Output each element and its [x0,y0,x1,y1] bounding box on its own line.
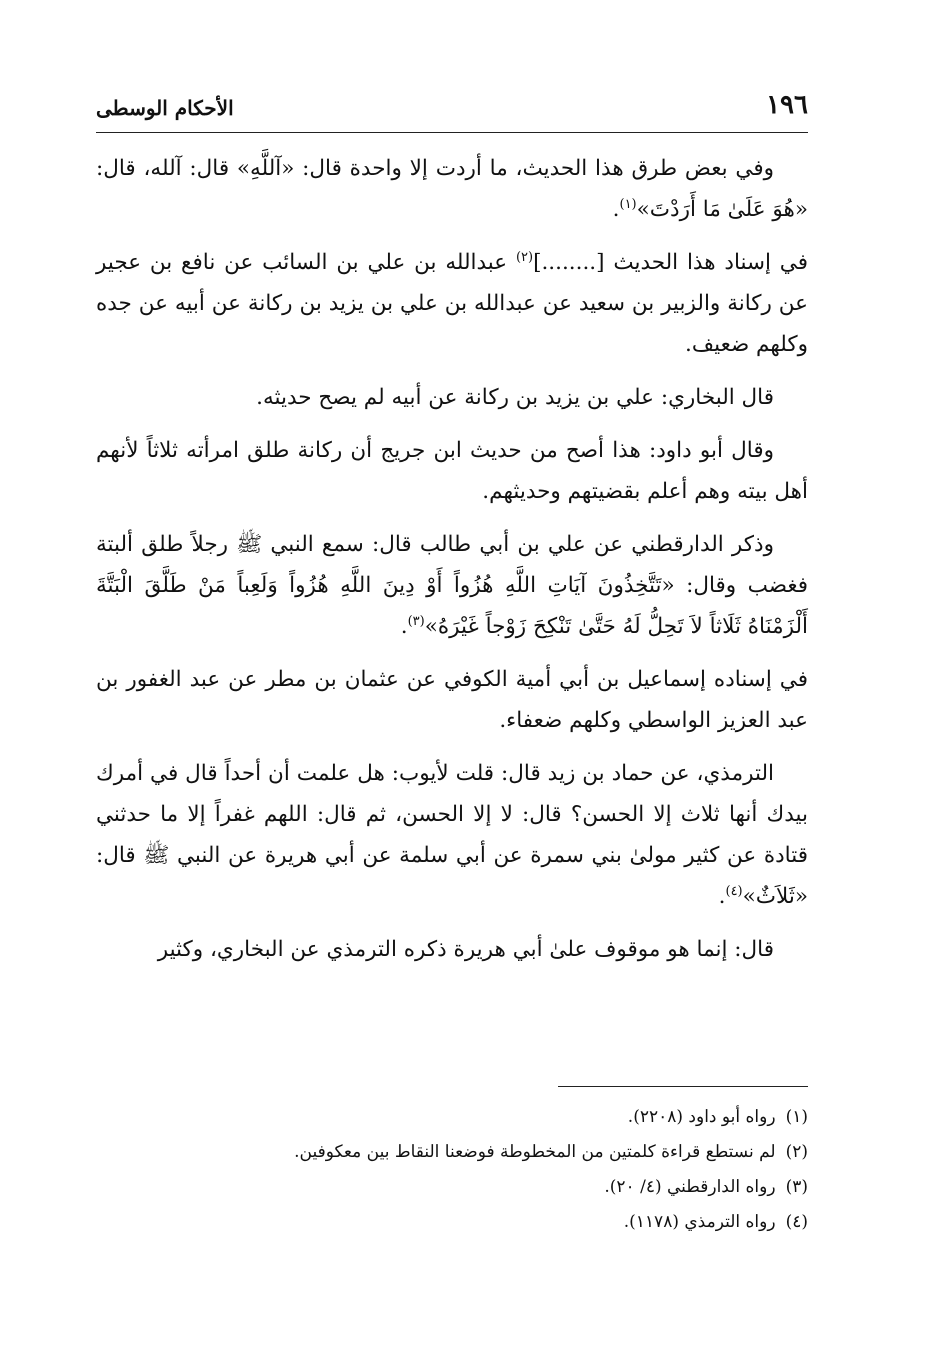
footnote-text: لم نستطع قراءة كلمتين من المخطوطة فوضعنا النقاط بين معكوفين. [294,1142,776,1162]
running-title: الأحكام الوسطى [96,96,234,120]
footnote-number: (٣) [785,1177,808,1197]
paragraph [96,753,808,917]
footnote-number: (٢) [785,1142,808,1162]
paragraph-text: وقال أبو داود: هذا أصح من حديث ابن جريج أن ركانة طلق امرأته ثلاثاً لأنهم أهل بيته وهم أعلم بقضيتهم وحديثهم. [96,438,808,504]
footnote-text: رواه الترمذي (١١٧٨). [623,1212,776,1232]
footnote [96,1100,808,1135]
paragraph-text: في إسناده إسماعيل بن أبي أمية الكوفي عن عثمان بن مطر عن عبد الغفور بن عبد العزيز الواسطي وكلهم ضعفاء. [96,667,808,733]
page-number: ١٩٦ [766,90,808,120]
footnote-divider [558,1086,808,1087]
footnotes [96,1100,808,1240]
paragraph-text: قال: إنما هو موقوف علىٰ أبي هريرة ذكره الترمذي عن البخاري، وكثير [157,937,774,962]
paragraph [96,659,808,741]
paragraph [96,524,808,647]
footnote-ref: (٤) [725,883,743,899]
paragraph-text: وفي بعض طرق هذا الحديث، ما أردت إلا واحدة قال: «آللَّهِ» قال: آلله، قال: «هُوَ عَلَىٰ مَا أَرَدْتَ» [96,156,808,222]
page-header [96,86,808,133]
paragraph [96,430,808,512]
paragraph-tail: . [718,884,726,909]
footnote [96,1170,808,1205]
paragraph-text: قال البخاري: علي بن يزيد بن ركانة عن أبيه لم يصح حديثه. [256,385,774,410]
paragraph [96,377,808,418]
footnote-ref: (٣) [407,613,425,629]
paragraph-text: وذكر الدارقطني عن علي بن أبي طالب قال: سمع النبي ﷺ رجلاً طلق ألبتة فغضب وقال: «تَتَّخِذُونَ آيَاتِ اللَّهِ هُزُواً أَوْ دِينَ اللَّهِ هُزُواً وَلَعِباً مَنْ طَلَّقَ الْبَتَّةَ أَلْزَمْنَاهُ ثَلَاثاً لاَ تَحِلُّ لَهُ حَتَّىٰ تَنْكِحَ زَوْجاً غَيْرَهُ» [96,532,808,639]
paragraph [96,242,808,365]
footnote-text: رواه الدارقطني (٤/ ٢٠). [604,1177,776,1197]
paragraph-tail: . [400,614,408,639]
paragraph-tail: . [612,197,620,222]
main-text [96,148,808,982]
paragraph [96,929,808,970]
footnote [96,1205,808,1240]
paragraph-tail: عبدالله بن علي بن السائب عن نافع بن عجير عن ركانة والزبير بن سعيد عن عبدالله بن علي بن يزيد بن ركانة عن أبيه عن جده وكلهم ضعيف. [96,250,808,357]
paragraph [96,148,808,230]
footnote-text: رواه أبو داود (٢٢٠٨). [627,1107,776,1127]
footnote-ref: (١) [619,196,637,212]
footnote-number: (١) [785,1107,808,1127]
footnote [96,1135,808,1170]
footnote-ref: (٢) [515,249,534,265]
footnote-number: (٤) [785,1212,808,1232]
paragraph-text: في إسناد هذا الحديث [........] [533,250,808,275]
paragraph-text: الترمذي، عن حماد بن زيد قال: قلت لأيوب: هل علمت أن أحداً قال في أمرك بيدك أنها ثلاث إلا الحسن؟ قال: لا إلا الحسن، ثم قال: اللهم غفراً إلا ما حدثني قتادة عن كثير مولىٰ بني سمرة عن أبي سلمة عن أبي هريرة عن النبي ﷺ قال: «ثَلاَثٌ» [96,761,808,909]
